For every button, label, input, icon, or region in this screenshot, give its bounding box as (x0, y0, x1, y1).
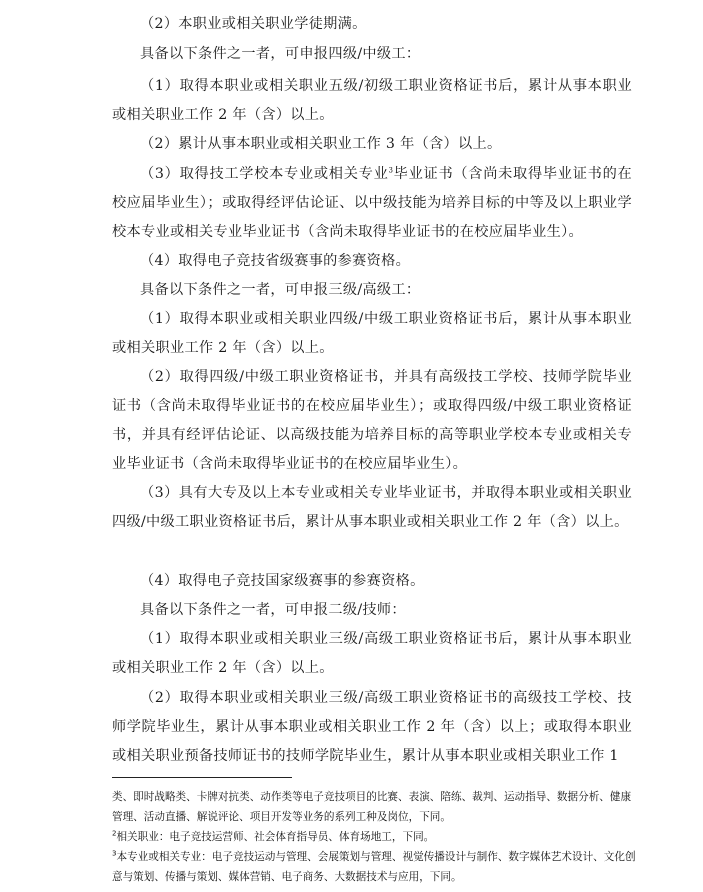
paragraph: （4）取得电子竞技国家级赛事的参赛资格。 (140, 573, 425, 589)
footnote: 类、即时战略类、卡牌对抗类、动作类等电子竞技项目的比赛、表演、陪练、裁判、运动指导、数据分析、健康管理、活动直播、解说评论、项目开发等业务的系列工种及岗位，下同。 (112, 791, 632, 823)
paragraph: 具备以下条件之一者，可申报四级/中级工： (140, 46, 421, 62)
paragraph: （3）具有大专及以上本专业或相关专业毕业证书，并取得本职业或相关职业四级/中级工职业资格证书后，累计从事本职业或相关职业工作 2 年（含）以上。 (112, 485, 632, 530)
footnote-marker: 3 (112, 849, 117, 858)
paragraph: 具备以下条件之一者，可申报三级/高级工： (140, 282, 421, 298)
footnote-separator (112, 777, 292, 778)
footnote-marker: 2 (112, 829, 117, 838)
paragraph: （2）本职业或相关职业学徒期满。 (140, 16, 367, 32)
paragraph: （1）取得本职业或相关职业五级/初级工职业资格证书后，累计从事本职业或相关职业工作 2 年（含）以上。 (112, 78, 632, 123)
paragraph: （4）取得电子竞技省级赛事的参赛资格。 (140, 253, 411, 269)
paragraph: （1）取得本职业或相关职业四级/中级工职业资格证书后，累计从事本职业或相关职业工作 2 年（含）以上。 (112, 311, 632, 356)
paragraph (112, 160, 632, 247)
paragraph: 具备以下条件之一者，可申报二级/技师： (140, 602, 406, 618)
paragraph: （2）取得四级/中级工职业资格证书，并具有高级技工学校、技师学院毕业证书（含尚未取得毕业证书的在校应届毕业生）；或取得四级/中级工职业资格证书，并具有经评估论证、以高级技能为培养目标的高等职业学校本专业或相关专业毕业证书（含尚未取得毕业证书的在校应届毕业生）。 (112, 369, 632, 472)
paragraph-text: 毕业证书（含尚未取得毕业证书的在校应届毕业生）；或取得经评估论证、以中级技能为培养目标的中等及以上职业学校本专业或相关专业毕业证书（含尚未取得毕业证书的在校应届毕业生）。 (112, 166, 632, 240)
footnote-text: 本专业或相关专业：电子竞技运动与管理、会展策划与管理、视觉传播设计与制作、数字媒体艺术设计、文化创意与策划、传播与策划、媒体营销、电子商务、大数据技术与应用，下同。 (112, 851, 636, 883)
footnote-marker: 3 (388, 166, 394, 175)
paragraph: （2）累计从事本职业或相关职业工作 3 年（含）以上。 (140, 136, 502, 152)
footnote (112, 847, 637, 887)
paragraph: （2）取得本职业或相关职业三级/高级工职业资格证书的高级技工学校、技师学院毕业生，累计从事本职业或相关职业工作 2 年（含）以上；或取得本职业或相关职业预备技师证书的技师学院毕业生，累计从事本职业或相关职业工作 1 (112, 690, 632, 764)
footnote-text: 相关职业：电子竞技运营师、社会体育指导员、体育场地工，下同。 (116, 831, 435, 843)
paragraph: （1）取得本职业或相关职业三级/高级工职业资格证书后，累计从事本职业或相关职业工作 2 年（含）以上。 (112, 631, 632, 676)
footnote (112, 827, 637, 847)
paragraph-text: （3）取得技工学校本专业或相关专业 (140, 166, 389, 182)
